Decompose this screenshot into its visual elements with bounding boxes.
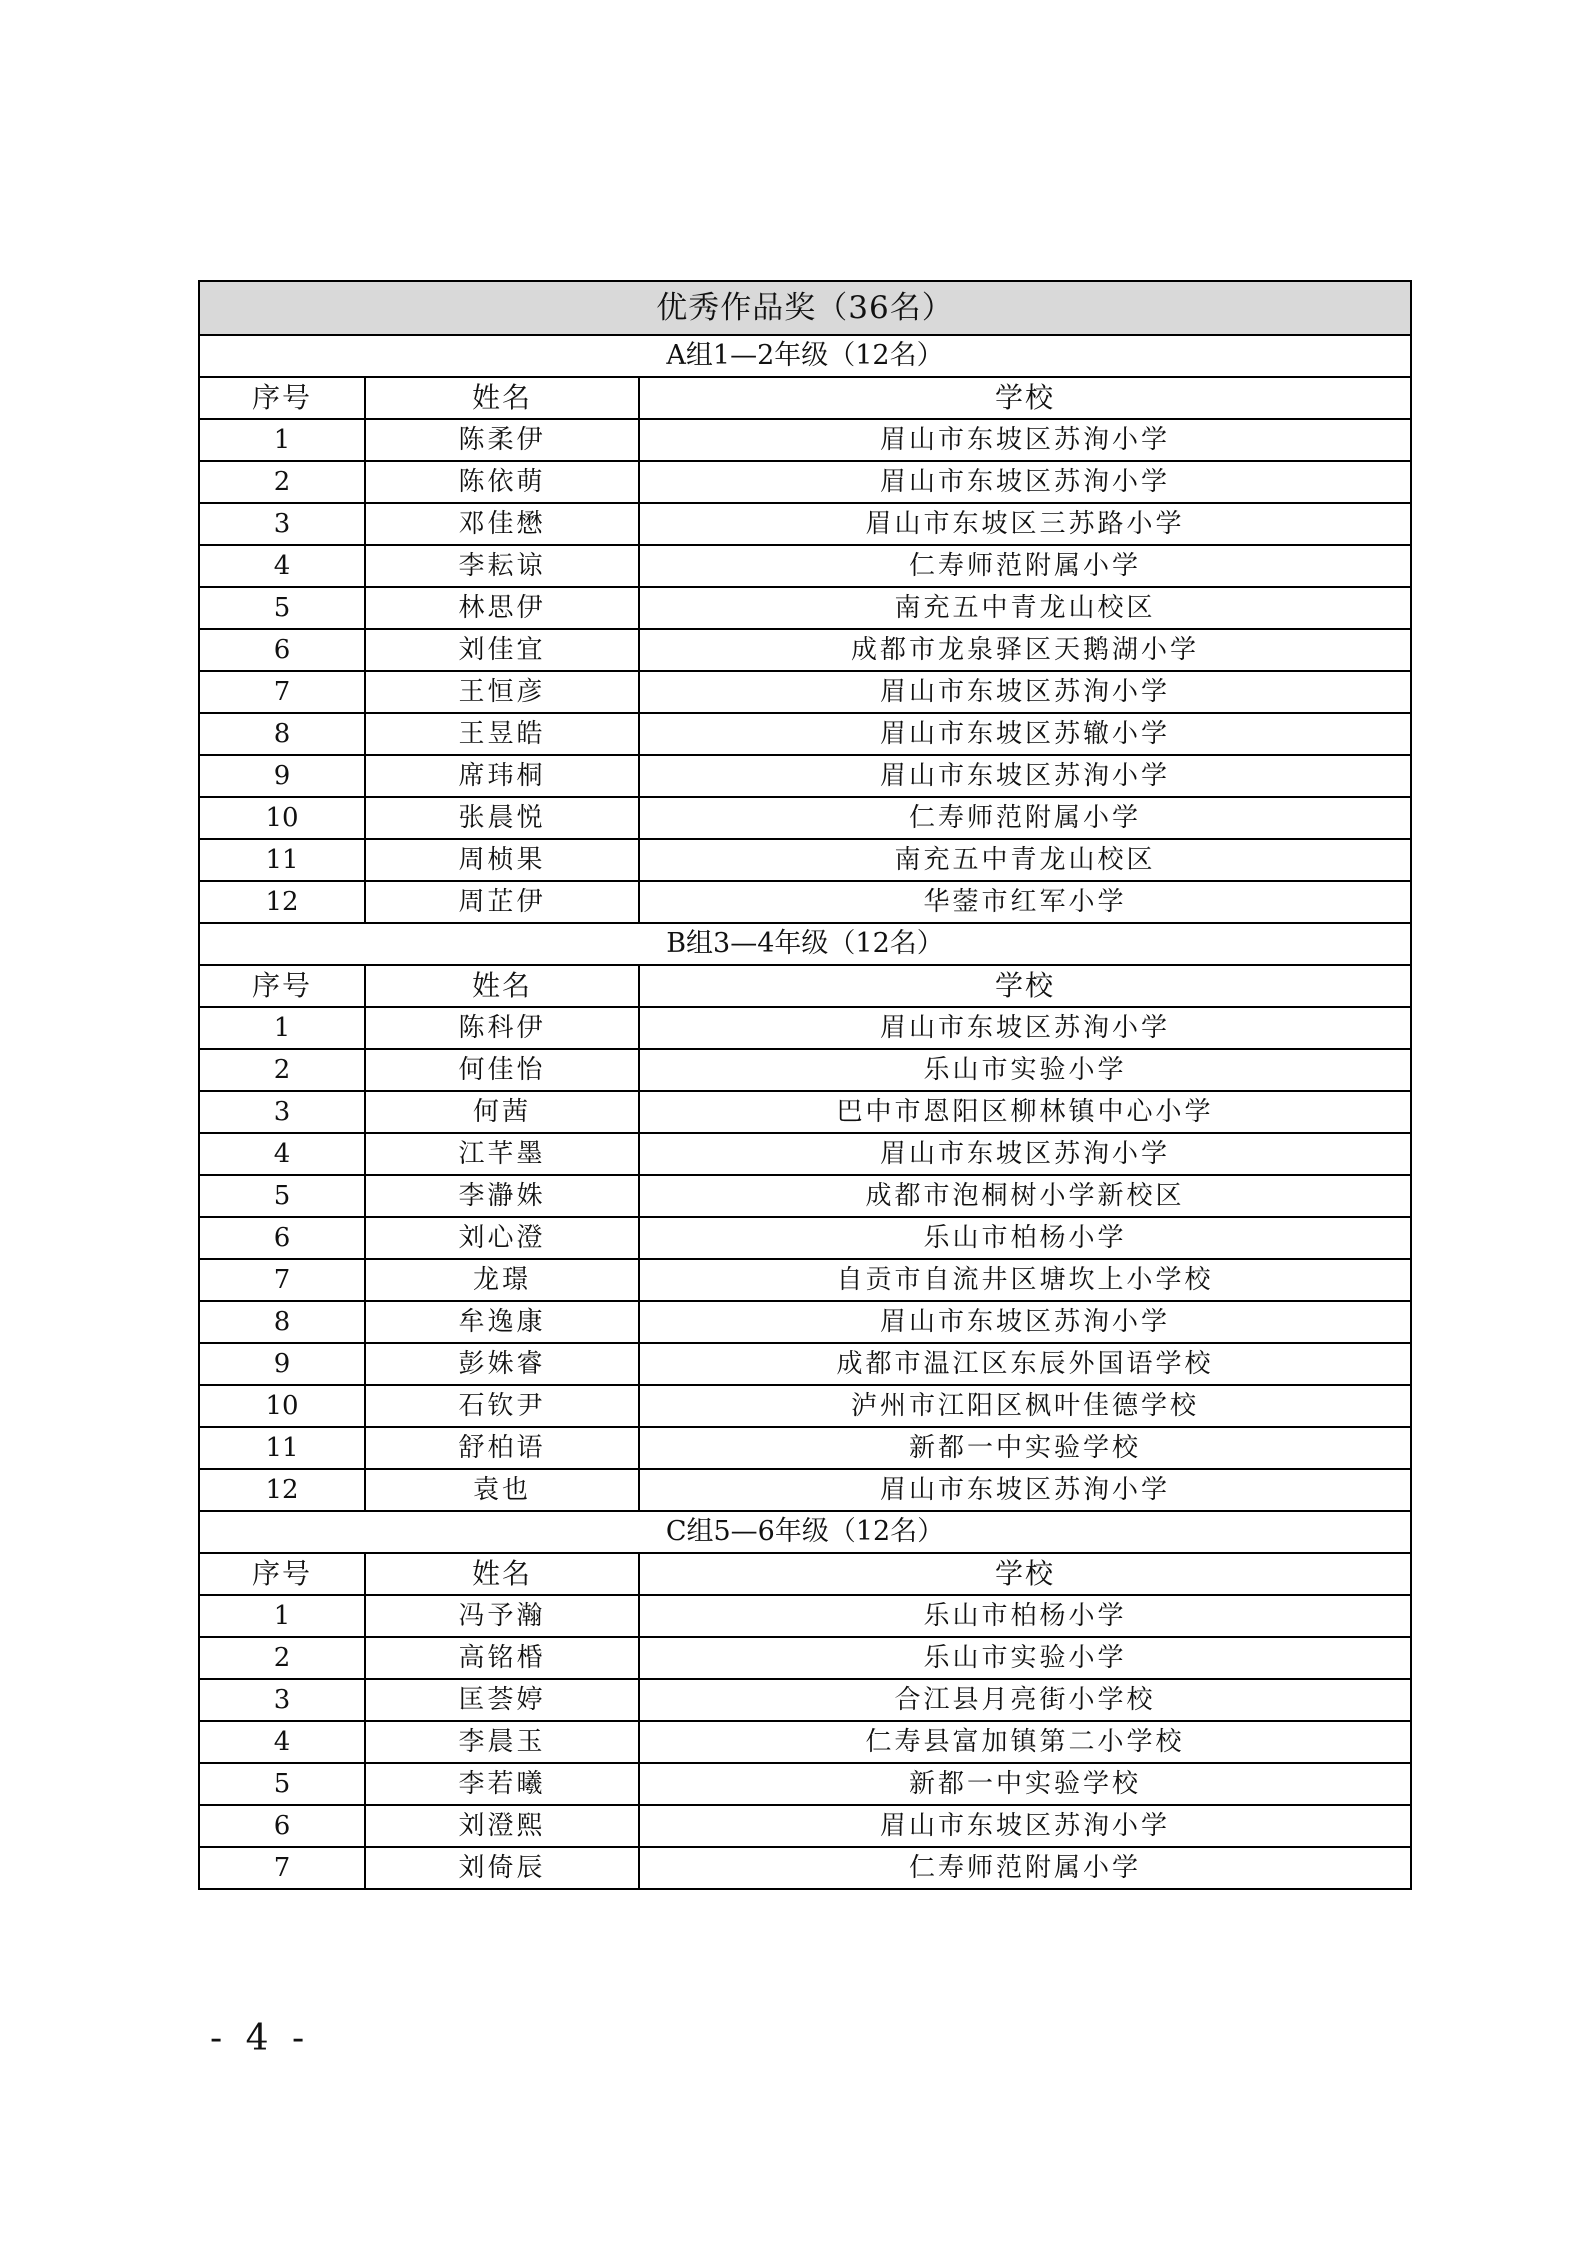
school-name: 眉山市东坡区苏洵小学 [639, 461, 1411, 503]
row-index: 7 [199, 1847, 365, 1889]
row-index: 5 [199, 1175, 365, 1217]
row-index: 4 [199, 545, 365, 587]
column-header-school: 学校 [639, 377, 1411, 419]
column-header-row [199, 965, 1411, 1007]
column-header-school: 学校 [639, 1553, 1411, 1595]
group-header-row [199, 923, 1411, 965]
school-name: 仁寿师范附属小学 [639, 1847, 1411, 1889]
student-name: 刘佳宜 [365, 629, 639, 671]
row-index: 2 [199, 461, 365, 503]
row-index: 2 [199, 1049, 365, 1091]
school-name: 泸州市江阳区枫叶佳德学校 [639, 1385, 1411, 1427]
row-index: 5 [199, 1763, 365, 1805]
row-index: 1 [199, 1595, 365, 1637]
column-header-index: 序号 [199, 965, 365, 1007]
row-index: 10 [199, 1385, 365, 1427]
table-row [199, 1175, 1411, 1217]
student-name: 王昱皓 [365, 713, 639, 755]
table-row [199, 839, 1411, 881]
student-name: 牟逸康 [365, 1301, 639, 1343]
row-index: 1 [199, 1007, 365, 1049]
school-name: 乐山市实验小学 [639, 1049, 1411, 1091]
row-index: 9 [199, 755, 365, 797]
school-name: 眉山市东坡区苏洵小学 [639, 755, 1411, 797]
school-name: 眉山市东坡区苏洵小学 [639, 671, 1411, 713]
table-row [199, 545, 1411, 587]
school-name: 眉山市东坡区苏洵小学 [639, 1805, 1411, 1847]
student-name: 陈依萌 [365, 461, 639, 503]
column-header-index: 序号 [199, 377, 365, 419]
student-name: 王恒彦 [365, 671, 639, 713]
school-name: 成都市龙泉驿区天鹅湖小学 [639, 629, 1411, 671]
table-row [199, 1385, 1411, 1427]
student-name: 邓佳懋 [365, 503, 639, 545]
school-name: 眉山市东坡区苏洵小学 [639, 1301, 1411, 1343]
row-index: 6 [199, 1805, 365, 1847]
row-index: 7 [199, 671, 365, 713]
school-name: 眉山市东坡区苏洵小学 [639, 1133, 1411, 1175]
row-index: 8 [199, 713, 365, 755]
student-name: 林思伊 [365, 587, 639, 629]
row-index: 3 [199, 1091, 365, 1133]
student-name: 高铭棔 [365, 1637, 639, 1679]
student-name: 刘澄熙 [365, 1805, 639, 1847]
row-index: 12 [199, 1469, 365, 1511]
school-name: 乐山市实验小学 [639, 1637, 1411, 1679]
student-name: 刘心澄 [365, 1217, 639, 1259]
table-row [199, 461, 1411, 503]
student-name: 舒柏语 [365, 1427, 639, 1469]
table-row [199, 1721, 1411, 1763]
school-name: 仁寿师范附属小学 [639, 797, 1411, 839]
table-row [199, 587, 1411, 629]
student-name: 江芊墨 [365, 1133, 639, 1175]
student-name: 冯予瀚 [365, 1595, 639, 1637]
school-name: 眉山市东坡区三苏路小学 [639, 503, 1411, 545]
table-row [199, 797, 1411, 839]
school-name: 成都市泡桐树小学新校区 [639, 1175, 1411, 1217]
student-name: 张晨悦 [365, 797, 639, 839]
table-row [199, 755, 1411, 797]
table-row [199, 419, 1411, 461]
row-index: 7 [199, 1259, 365, 1301]
column-header-name: 姓名 [365, 1553, 639, 1595]
row-index: 8 [199, 1301, 365, 1343]
table-row [199, 1763, 1411, 1805]
student-name: 彭姝睿 [365, 1343, 639, 1385]
school-name: 合江县月亮街小学校 [639, 1679, 1411, 1721]
table-title: 优秀作品奖（36名） [199, 281, 1411, 335]
group-header-row [199, 1511, 1411, 1553]
page-number: - 4 - [210, 2018, 311, 2059]
table-row [199, 1343, 1411, 1385]
table-row [199, 1847, 1411, 1889]
column-header-row [199, 377, 1411, 419]
row-index: 11 [199, 1427, 365, 1469]
row-index: 9 [199, 1343, 365, 1385]
school-name: 成都市温江区东辰外国语学校 [639, 1343, 1411, 1385]
student-name: 李耘谅 [365, 545, 639, 587]
group-label: A组1—2年级（12名） [199, 335, 1411, 377]
student-name: 何茜 [365, 1091, 639, 1133]
table-row [199, 1805, 1411, 1847]
school-name: 新都一中实验学校 [639, 1763, 1411, 1805]
award-table-body [199, 281, 1411, 1889]
row-index: 6 [199, 629, 365, 671]
student-name: 陈科伊 [365, 1007, 639, 1049]
student-name: 李晨玉 [365, 1721, 639, 1763]
student-name: 李若曦 [365, 1763, 639, 1805]
student-name: 周芷伊 [365, 881, 639, 923]
school-name: 华蓥市红军小学 [639, 881, 1411, 923]
group-label: B组3—4年级（12名） [199, 923, 1411, 965]
student-name: 刘倚辰 [365, 1847, 639, 1889]
column-header-school: 学校 [639, 965, 1411, 1007]
table-row [199, 629, 1411, 671]
row-index: 12 [199, 881, 365, 923]
award-table [198, 280, 1412, 1890]
column-header-name: 姓名 [365, 377, 639, 419]
student-name: 石钦尹 [365, 1385, 639, 1427]
school-name: 仁寿师范附属小学 [639, 545, 1411, 587]
table-row [199, 1427, 1411, 1469]
student-name: 何佳怡 [365, 1049, 639, 1091]
table-row [199, 1091, 1411, 1133]
row-index: 11 [199, 839, 365, 881]
row-index: 5 [199, 587, 365, 629]
row-index: 10 [199, 797, 365, 839]
table-row [199, 1301, 1411, 1343]
table-row [199, 1595, 1411, 1637]
student-name: 匡荟婷 [365, 1679, 639, 1721]
table-row [199, 1469, 1411, 1511]
column-header-name: 姓名 [365, 965, 639, 1007]
school-name: 眉山市东坡区苏洵小学 [639, 1469, 1411, 1511]
school-name: 巴中市恩阳区柳林镇中心小学 [639, 1091, 1411, 1133]
row-index: 3 [199, 1679, 365, 1721]
table-row [199, 1637, 1411, 1679]
table-row [199, 671, 1411, 713]
school-name: 南充五中青龙山校区 [639, 839, 1411, 881]
school-name: 乐山市柏杨小学 [639, 1217, 1411, 1259]
table-row [199, 1259, 1411, 1301]
school-name: 南充五中青龙山校区 [639, 587, 1411, 629]
student-name: 袁也 [365, 1469, 639, 1511]
school-name: 仁寿县富加镇第二小学校 [639, 1721, 1411, 1763]
row-index: 1 [199, 419, 365, 461]
student-name: 周桢果 [365, 839, 639, 881]
table-title-row [199, 281, 1411, 335]
table-row [199, 881, 1411, 923]
row-index: 3 [199, 503, 365, 545]
group-header-row [199, 335, 1411, 377]
school-name: 乐山市柏杨小学 [639, 1595, 1411, 1637]
row-index: 4 [199, 1721, 365, 1763]
row-index: 6 [199, 1217, 365, 1259]
table-row [199, 1007, 1411, 1049]
table-row [199, 713, 1411, 755]
table-row [199, 503, 1411, 545]
column-header-row [199, 1553, 1411, 1595]
student-name: 陈柔伊 [365, 419, 639, 461]
school-name: 眉山市东坡区苏辙小学 [639, 713, 1411, 755]
student-name: 龙璟 [365, 1259, 639, 1301]
school-name: 新都一中实验学校 [639, 1427, 1411, 1469]
student-name: 席玮桐 [365, 755, 639, 797]
student-name: 李瀞姝 [365, 1175, 639, 1217]
table-row [199, 1679, 1411, 1721]
row-index: 4 [199, 1133, 365, 1175]
school-name: 眉山市东坡区苏洵小学 [639, 1007, 1411, 1049]
school-name: 眉山市东坡区苏洵小学 [639, 419, 1411, 461]
group-label: C组5—6年级（12名） [199, 1511, 1411, 1553]
row-index: 2 [199, 1637, 365, 1679]
table-row [199, 1133, 1411, 1175]
table-row [199, 1217, 1411, 1259]
school-name: 自贡市自流井区塘坎上小学校 [639, 1259, 1411, 1301]
column-header-index: 序号 [199, 1553, 365, 1595]
table-row [199, 1049, 1411, 1091]
